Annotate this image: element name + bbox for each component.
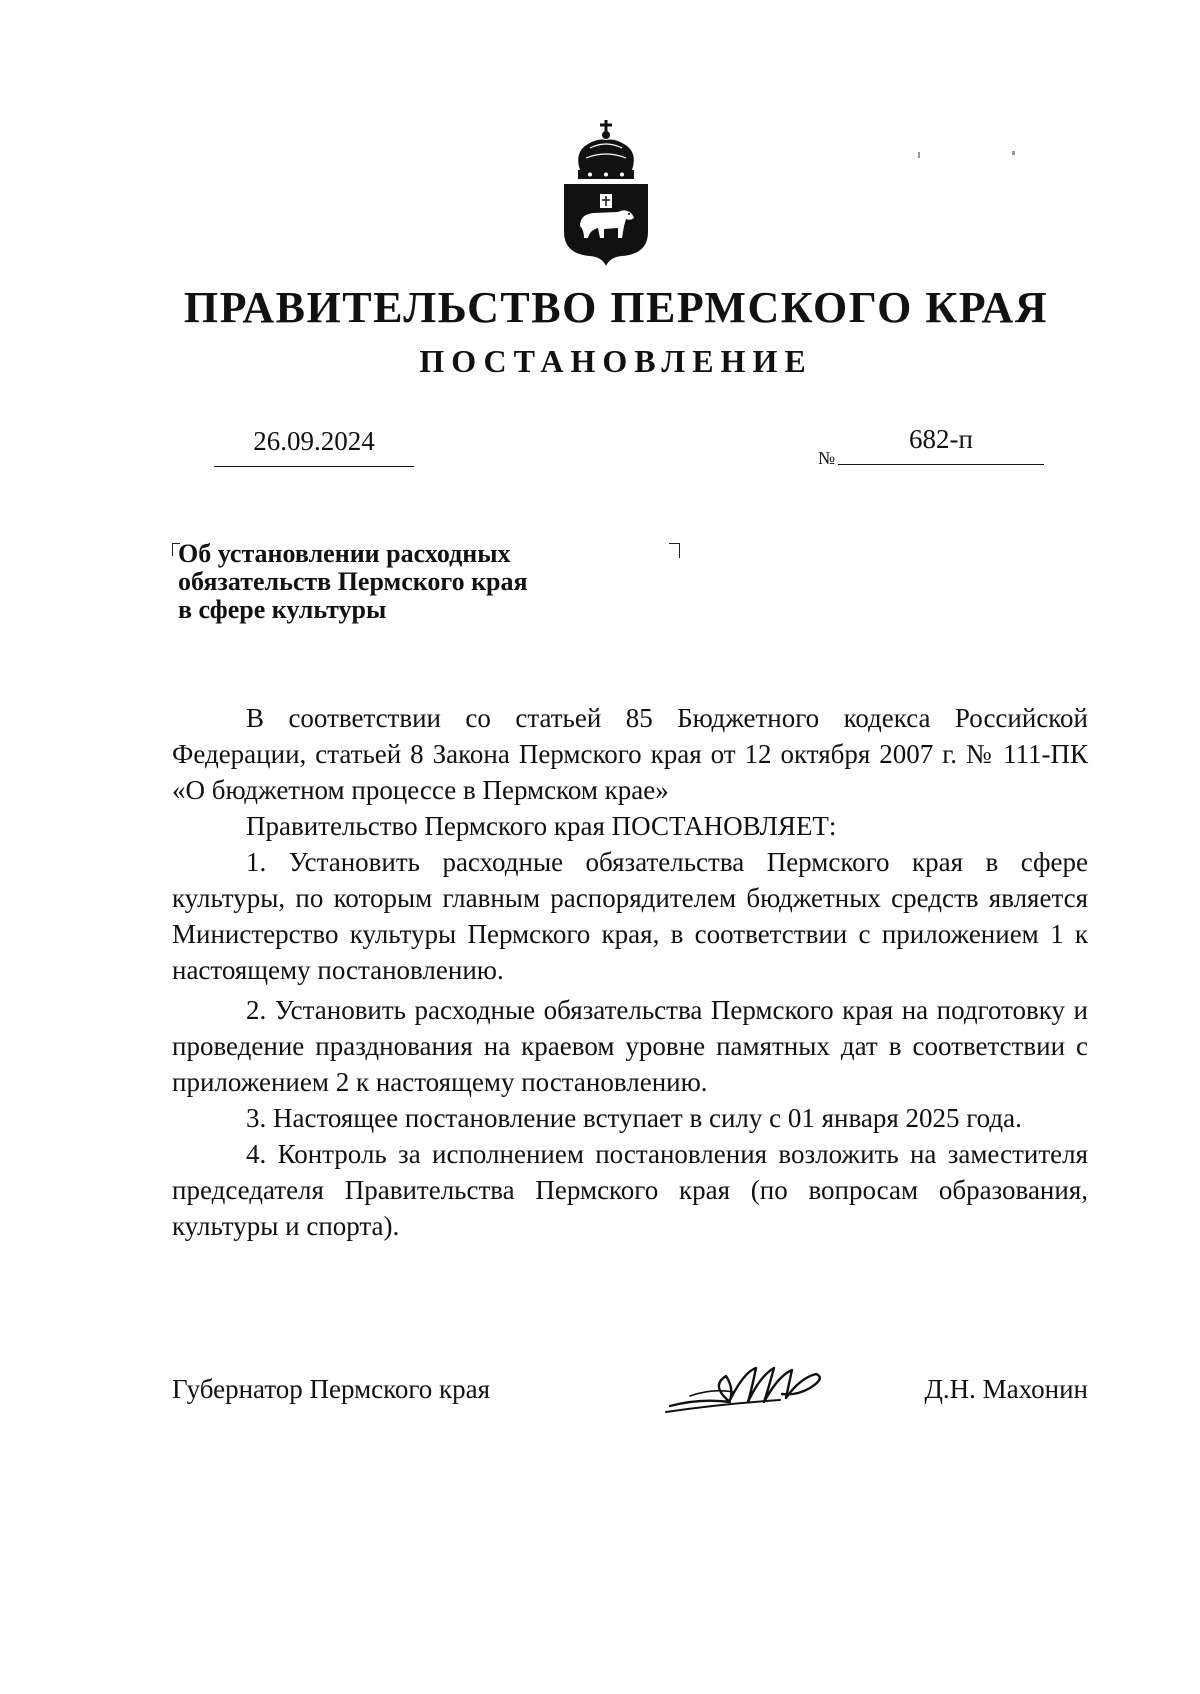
signatory-title: Губернатор Пермского края <box>172 1374 491 1404</box>
resolution-paragraph: Правительство Пермского края ПОСТАНОВЛЯЕТ: <box>246 811 837 841</box>
document-number: 682-п <box>909 424 973 454</box>
document-subject <box>178 540 658 624</box>
subject-line: Об установлении расходных <box>178 539 511 568</box>
scan-specks <box>910 146 1030 166</box>
handwritten-signature-icon <box>660 1358 840 1420</box>
subject-line: в сфере культуры <box>178 595 387 624</box>
organization-title: ПРАВИТЕЛЬСТВО ПЕРМСКОГО КРАЯ <box>183 283 1049 332</box>
number-underline <box>838 464 1044 465</box>
clause-3-paragraph: 3. Настоящее постановление вступает в силу с 01 января 2025 года. <box>246 1103 1022 1133</box>
subject-line: обязательств Пермского края <box>178 567 528 596</box>
clause-4-paragraph: 4. Контроль за исполнением постановления возложить на заместителя председателя Правительства Пермского края (по вопросам образования, культуры и спорта). <box>172 1139 1088 1241</box>
document-body <box>172 700 1088 1244</box>
preamble-paragraph: В соответствии со статьей 85 Бюджетного кодекса Российской Федерации, статьей 8 Закона Пермского края от 12 октября 2007 г. № 111-ПК «О бюджетном процессе в Пермском крае» <box>172 703 1088 805</box>
document-date: 26.09.2024 <box>253 426 375 456</box>
subject-bracket-right <box>669 543 680 558</box>
clause-1-paragraph: 1. Установить расходные обязательства Пермского края в сфере культуры, по которым главным распорядителем бюджетных средств является Министерство культуры Пермского края, в соответствии с приложением 1 к настоящему постановлению. <box>172 847 1088 985</box>
number-label: № <box>818 448 836 468</box>
document-type-title: ПОСТАНОВЛЕНИЕ <box>419 343 813 379</box>
signatory-name: Д.Н. Махонин <box>924 1374 1088 1404</box>
perm-krai-coat-of-arms-icon <box>560 118 652 268</box>
clause-2-paragraph: 2. Установить расходные обязательства Пермского края на подготовку и проведение празднования на краевом уровне памятных дат в соответствии с приложением 2 к настоящему постановлению. <box>172 995 1088 1097</box>
date-underline <box>214 466 414 467</box>
